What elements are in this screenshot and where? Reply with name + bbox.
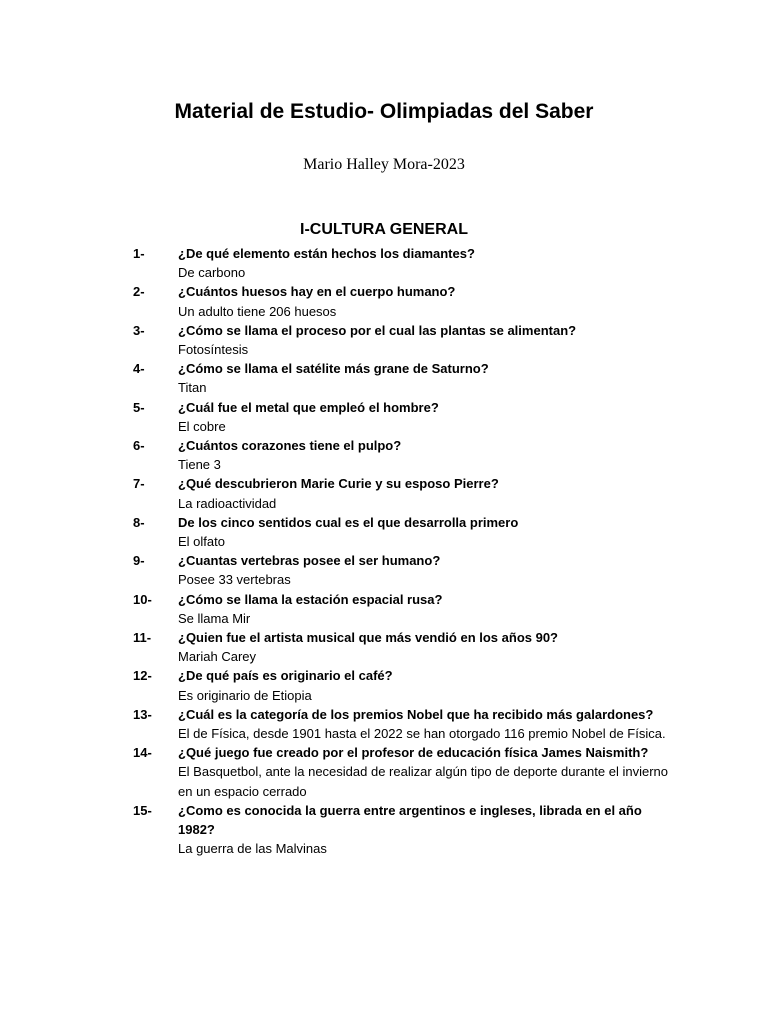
answer-text: De carbono: [178, 265, 246, 281]
question-number: 1-: [133, 246, 145, 261]
document-title: Material de Estudio- Olimpiadas del Saber: [174, 100, 594, 123]
question-text: ¿Qué descubrieron Marie Curie y su esposo Pierre?: [178, 476, 499, 492]
answer-text: La guerra de las Malvinas: [178, 841, 327, 857]
question-number: 5-: [133, 399, 145, 415]
question-text: ¿Qué juego fue creado por el profesor de educación física James Naismith?: [178, 745, 649, 761]
question-number: 15-: [133, 802, 152, 818]
document-author: Mario Halley Mora-2023: [303, 156, 465, 173]
question-item: [0, 743, 768, 801]
question-number: 11-: [133, 630, 152, 646]
question-number: 3-: [133, 322, 145, 338]
question-text: ¿Cuál fue el metal que empleó el hombre?: [178, 399, 439, 415]
question-number: 8-: [133, 514, 145, 530]
question-text: ¿Como es conocida la guerra entre argentinos e ingleses, librada en el año 1982?: [178, 802, 642, 838]
question-number: 12-: [133, 668, 152, 684]
question-text: ¿Cómo se llama la estación espacial rusa?: [178, 591, 443, 607]
answer-text: Se llama Mir: [178, 610, 251, 626]
answer-text: Tiene 3: [178, 457, 221, 473]
question-text: ¿Cuantas vertebras posee el ser humano?: [178, 553, 441, 569]
question-item: [0, 436, 768, 474]
answer-text: La radioactividad: [178, 495, 277, 511]
question-text: ¿Cuántos corazones tiene el pulpo?: [178, 438, 402, 454]
question-number: 2-: [133, 284, 145, 300]
question-item: [0, 321, 768, 359]
answer-text: El olfato: [178, 534, 225, 550]
question-number: 7-: [133, 476, 145, 492]
question-item: [0, 474, 768, 512]
question-text: ¿De qué elemento están hechos los diamantes?: [178, 246, 475, 261]
question-item: [0, 513, 768, 551]
question-text: ¿Quien fue el artista musical que más vendió en los años 90?: [178, 630, 559, 646]
question-number: 4-: [133, 361, 145, 377]
question-number: 14-: [133, 745, 152, 761]
answer-text: Titan: [178, 380, 207, 396]
answer-text: Mariah Carey: [178, 649, 257, 665]
question-text: ¿Cuántos huesos hay en el cuerpo humano?: [178, 284, 456, 300]
question-item: [0, 398, 768, 436]
question-text: ¿Cuál es la categoría de los premios Nobel que ha recibido más galardones?: [178, 706, 654, 722]
question-item: [0, 244, 768, 282]
question-text: ¿De qué país es originario el café?: [178, 668, 393, 684]
question-number: 6-: [133, 438, 145, 454]
question-item: [0, 551, 768, 589]
answer-text: Un adulto tiene 206 huesos: [178, 303, 337, 319]
question-text: De los cinco sentidos cual es el que desarrolla primero: [178, 514, 519, 530]
question-item: [0, 705, 768, 743]
question-item: [0, 282, 768, 320]
question-number: 9-: [133, 553, 145, 569]
question-number: 10-: [133, 591, 152, 607]
question-number: 13-: [133, 706, 152, 722]
answer-text: Es originario de Etiopia: [178, 687, 312, 703]
question-item: [0, 628, 768, 666]
answer-text: Posee 33 vertebras: [178, 572, 291, 588]
question-item: [0, 590, 768, 628]
answer-text: El Basquetbol, ante la necesidad de realizar algún tipo de deporte durante el invierno en un espacio cerrado: [178, 764, 669, 799]
section-title: I-CULTURA GENERAL: [300, 221, 468, 238]
question-text: ¿Cómo se llama el proceso por el cual las plantas se alimentan?: [178, 322, 577, 338]
question-text: ¿Cómo se llama el satélite más grane de Saturno?: [178, 361, 489, 377]
question-list: [0, 244, 768, 859]
question-item: [0, 801, 768, 859]
answer-text: El de Física, desde 1901 hasta el 2022 se han otorgado 116 premio Nobel de Física.: [178, 726, 666, 742]
question-item: [0, 359, 768, 397]
answer-text: El cobre: [178, 418, 226, 434]
answer-text: Fotosíntesis: [178, 342, 249, 358]
question-item: [0, 666, 768, 704]
